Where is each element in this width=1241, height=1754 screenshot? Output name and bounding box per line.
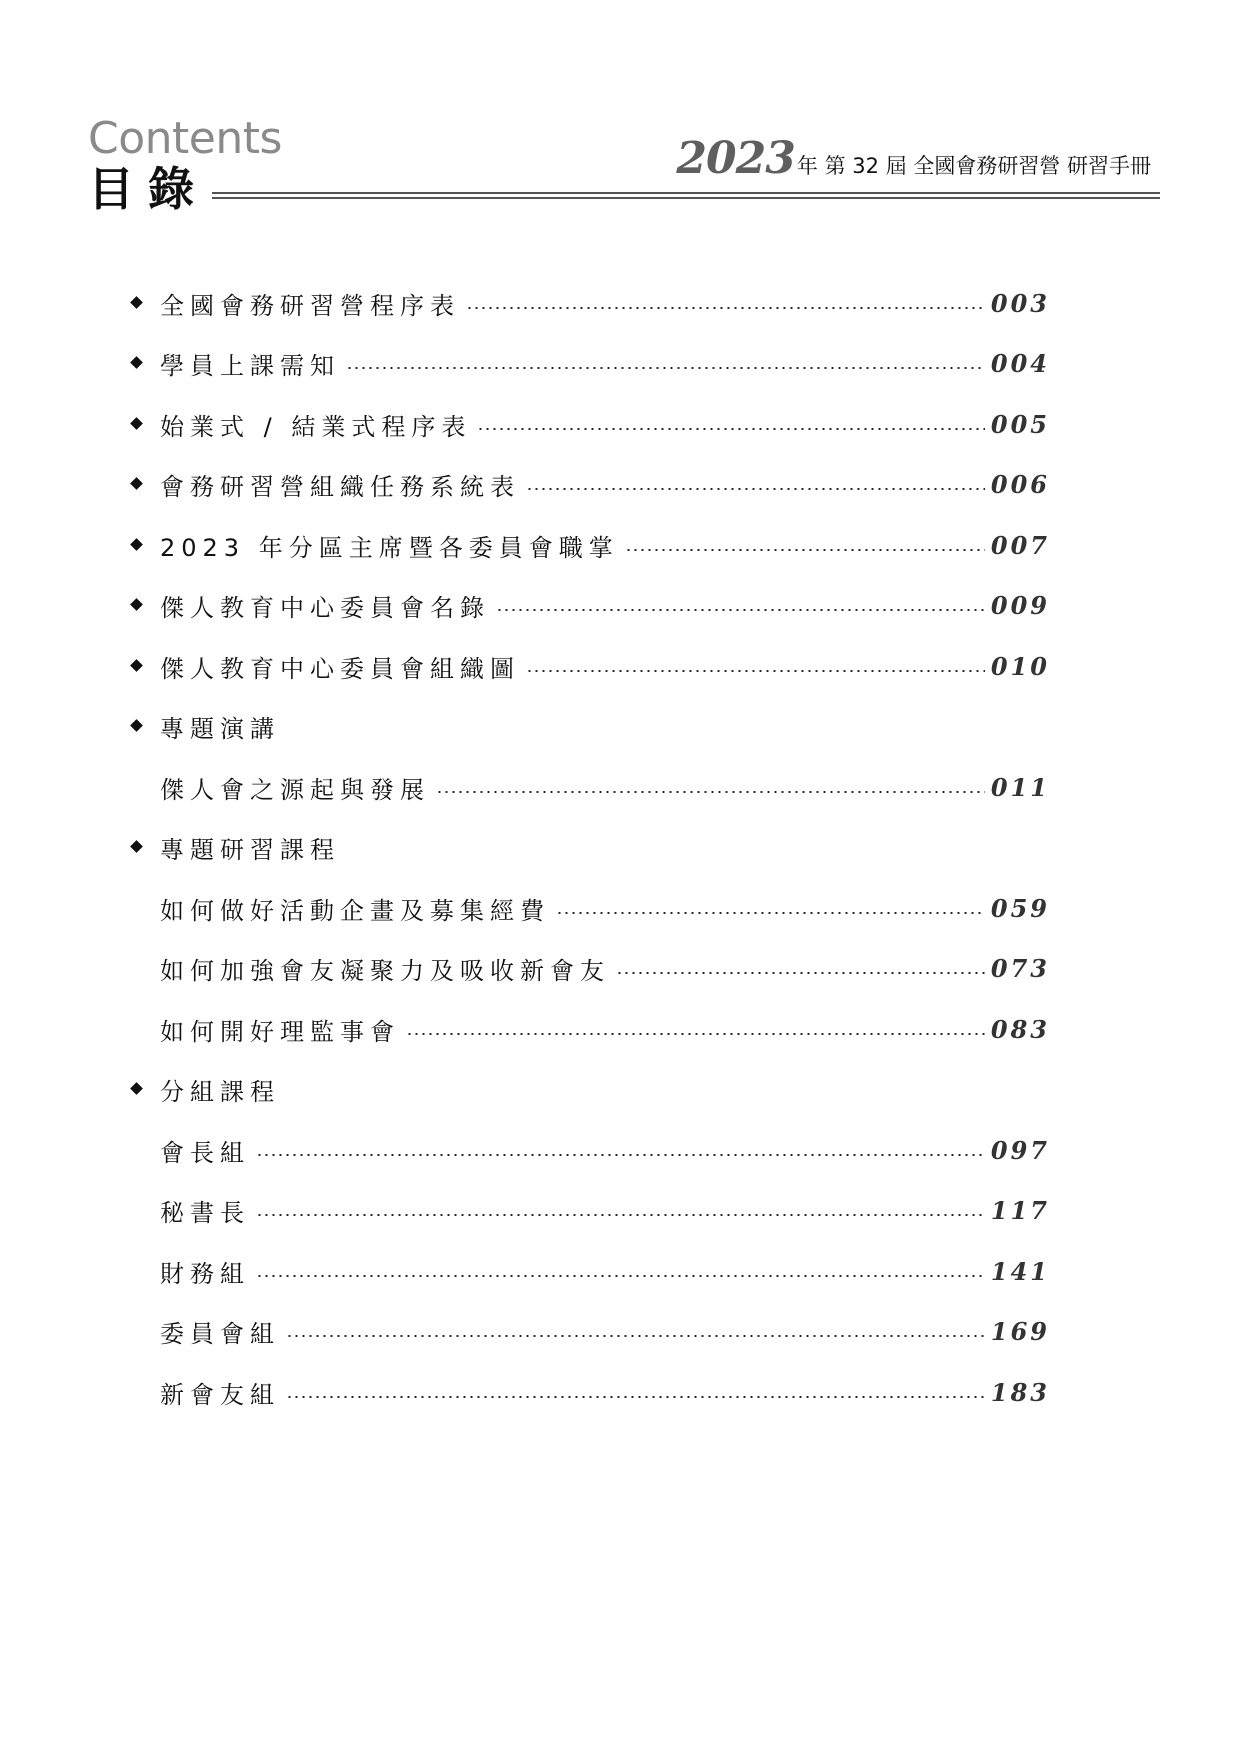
toc-entry-label: 委員會組 (160, 1319, 280, 1348)
dot-leader (406, 1033, 985, 1035)
toc-entry[interactable] (160, 1009, 1050, 1049)
page-header (0, 0, 1241, 240)
toc-entry-page: 009 (990, 590, 1050, 620)
diamond-bullet-icon (130, 1082, 143, 1095)
toc-entry-page: 004 (990, 348, 1050, 378)
subtitle-year: 2023 (676, 133, 795, 184)
toc-entry-label: 如何加強會友凝聚力及吸收新會友 (160, 956, 610, 985)
toc-section-label: 專題演講 (160, 714, 280, 743)
toc-entry-page: 117 (990, 1195, 1050, 1225)
dot-leader (346, 367, 985, 369)
toc-entry-label: 2023 年分區主席暨各委員會職掌 (160, 533, 619, 562)
toc-entry-label: 如何開好理監事會 (160, 1017, 400, 1046)
toc-entry[interactable] (160, 948, 1050, 988)
toc-entry-label: 會長組 (160, 1138, 250, 1167)
toc-entry-label: 如何做好活動企畫及募集經費 (160, 896, 550, 925)
dot-leader (286, 1396, 985, 1398)
toc-entry[interactable] (160, 1311, 1050, 1351)
diamond-bullet-icon (130, 356, 143, 369)
toc-entry[interactable] (160, 646, 1050, 686)
toc-entry-label: 新會友組 (160, 1380, 280, 1409)
dot-leader (256, 1275, 985, 1277)
dot-leader (616, 972, 985, 974)
toc-entry-page: 073 (990, 953, 1050, 983)
diamond-bullet-icon (130, 538, 143, 551)
toc-section-label: 專題研習課程 (160, 835, 340, 864)
toc-entry-page: 010 (990, 651, 1050, 681)
diamond-bullet-icon (130, 598, 143, 611)
toc-entry[interactable] (160, 1190, 1050, 1230)
toc-entry-label: 全國會務研習營程序表 (160, 291, 460, 320)
toc-section-heading (160, 706, 1050, 746)
dot-leader (436, 791, 985, 793)
header-rule (212, 192, 1160, 194)
contents-title-zh: 目錄 (88, 162, 208, 216)
toc-section-label: 分組課程 (160, 1077, 280, 1106)
dot-leader (526, 488, 985, 490)
dot-leader (466, 307, 985, 309)
toc-entry-page: 003 (990, 288, 1050, 318)
toc-entry-page: 011 (990, 772, 1050, 802)
toc-entry[interactable] (160, 1130, 1050, 1170)
handbook-subtitle (676, 133, 1151, 184)
dot-leader (496, 609, 985, 611)
toc-entry[interactable] (160, 1372, 1050, 1412)
toc-entry[interactable] (160, 283, 1050, 323)
toc-entry-page: 169 (990, 1316, 1050, 1346)
toc-entry[interactable] (160, 464, 1050, 504)
toc-entry-label: 始業式 / 結業式程序表 (160, 412, 472, 441)
toc-entry[interactable] (160, 404, 1050, 444)
toc-entry-label: 秘書長 (160, 1198, 250, 1227)
toc-entry-page: 059 (990, 893, 1050, 923)
diamond-bullet-icon (130, 659, 143, 672)
dot-leader (256, 1214, 985, 1216)
diamond-bullet-icon (130, 840, 143, 853)
toc-section-heading (160, 1069, 1050, 1109)
dot-leader (556, 912, 985, 914)
toc-entry[interactable] (160, 585, 1050, 625)
dot-leader (477, 428, 985, 430)
toc-entry[interactable] (160, 343, 1050, 383)
toc-entry-label: 傑人教育中心委員會名錄 (160, 593, 490, 622)
diamond-bullet-icon (130, 417, 143, 430)
toc-entry-page: 097 (990, 1135, 1050, 1165)
toc-entry-page: 141 (990, 1256, 1050, 1286)
toc-entry[interactable] (160, 1251, 1050, 1291)
toc-entry-label: 學員上課需知 (160, 351, 340, 380)
toc-entry-label: 財務組 (160, 1259, 250, 1288)
subtitle-text: 年 第 32 屆 全國會務研習營 研習手冊 (796, 154, 1151, 178)
contents-title-en: Contents (88, 113, 282, 164)
toc-entry[interactable] (160, 767, 1050, 807)
toc-entry-page: 005 (990, 409, 1050, 439)
toc-entry-page: 083 (990, 1014, 1050, 1044)
diamond-bullet-icon (130, 296, 143, 309)
toc-entry-page: 183 (990, 1377, 1050, 1407)
toc-entry-label: 傑人教育中心委員會組織圖 (160, 654, 520, 683)
diamond-bullet-icon (130, 719, 143, 732)
diamond-bullet-icon (130, 477, 143, 490)
dot-leader (625, 549, 985, 551)
header-rule (212, 197, 1160, 199)
dot-leader (286, 1335, 985, 1337)
toc-entry-page: 006 (990, 469, 1050, 499)
toc-entry[interactable] (160, 888, 1050, 928)
toc-section-heading (160, 827, 1050, 867)
toc-entry[interactable] (160, 525, 1050, 565)
dot-leader (256, 1154, 985, 1156)
dot-leader (526, 670, 985, 672)
toc-entry-page: 007 (990, 530, 1050, 560)
toc-entry-label: 會務研習營組織任務系統表 (160, 472, 520, 501)
toc-entry-label: 傑人會之源起與發展 (160, 775, 430, 804)
